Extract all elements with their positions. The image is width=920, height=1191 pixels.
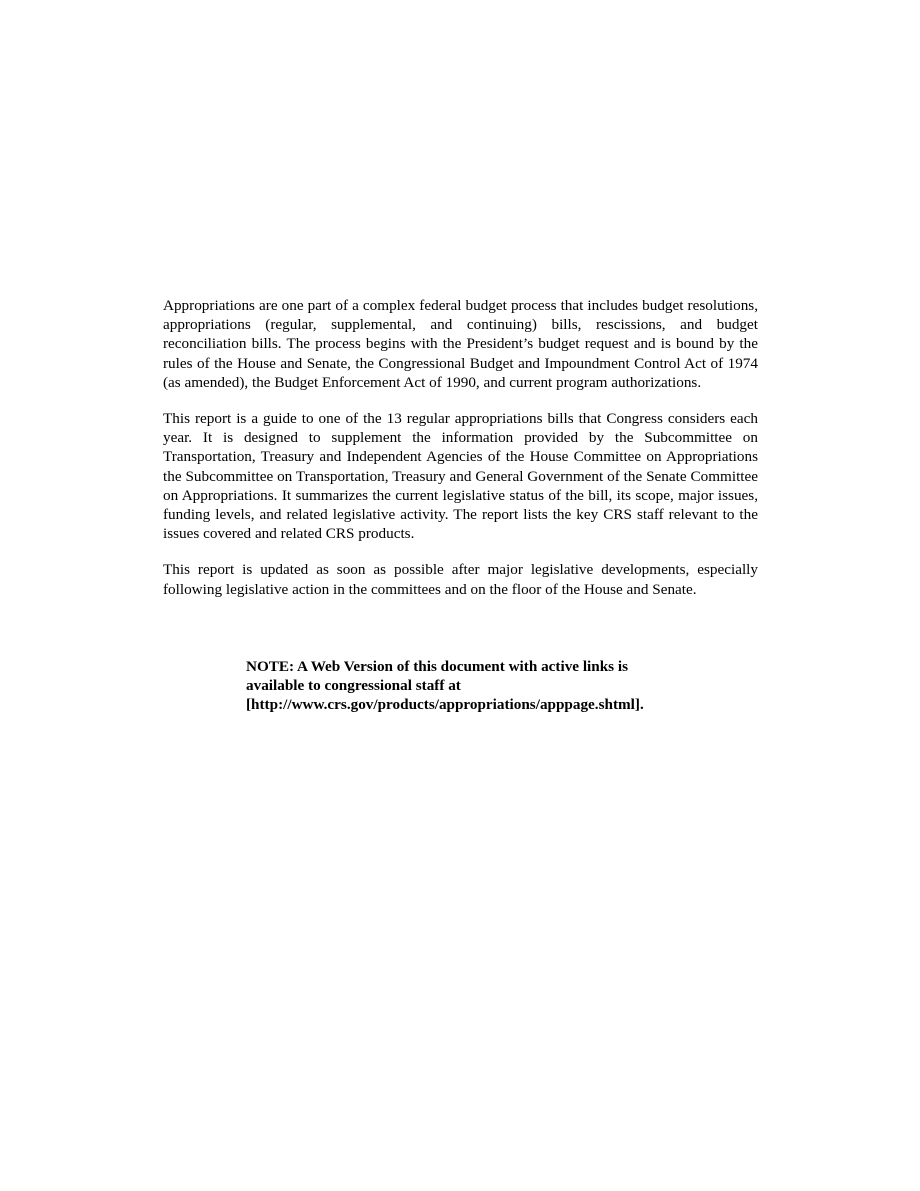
intro-text-block [163, 296, 758, 616]
web-version-note [246, 657, 716, 715]
note-line-1: NOTE: A Web Version of this document with active links is [246, 658, 628, 675]
paragraph-update-policy: This report is updated as soon as possible after major legislative developments, especially following legislative action in the committees and on the floor of the House and Senate. [163, 561, 758, 598]
note-url-link[interactable]: [http://www.crs.gov/products/appropriations/apppage.shtml]. [246, 696, 644, 714]
paragraph-appropriations-overview: Appropriations are one part of a complex federal budget process that includes budget resolutions, appropriations (regular, supplemental, and continuing) bills, rescissions, and budget reconciliation bills. The process begins with the President’s budget request and is bound by the rules of the House and Senate, the Congressional Budget and Impoundment Control Act of 1974 (as amended), the Budget Enforcement Act of 1990, and current program authorizations. [163, 297, 758, 391]
paragraph-report-guide: This report is a guide to one of the 13 regular appropriations bills that Congress considers each year. It is designed to supplement the information provided by the Subcommittee on Transportation, Treasury and Independent Agencies of the House Committee on Appropriations the Subcommittee on Transportation, Treasury and General Government of the Senate Committee on Appropriations. It summarizes the current legislative status of the bill, its scope, major issues, funding levels, and related legislative activity. The report lists the key CRS staff relevant to the issues covered and related CRS products. [163, 410, 758, 543]
note-line-2: available to congressional staff at [246, 677, 461, 695]
